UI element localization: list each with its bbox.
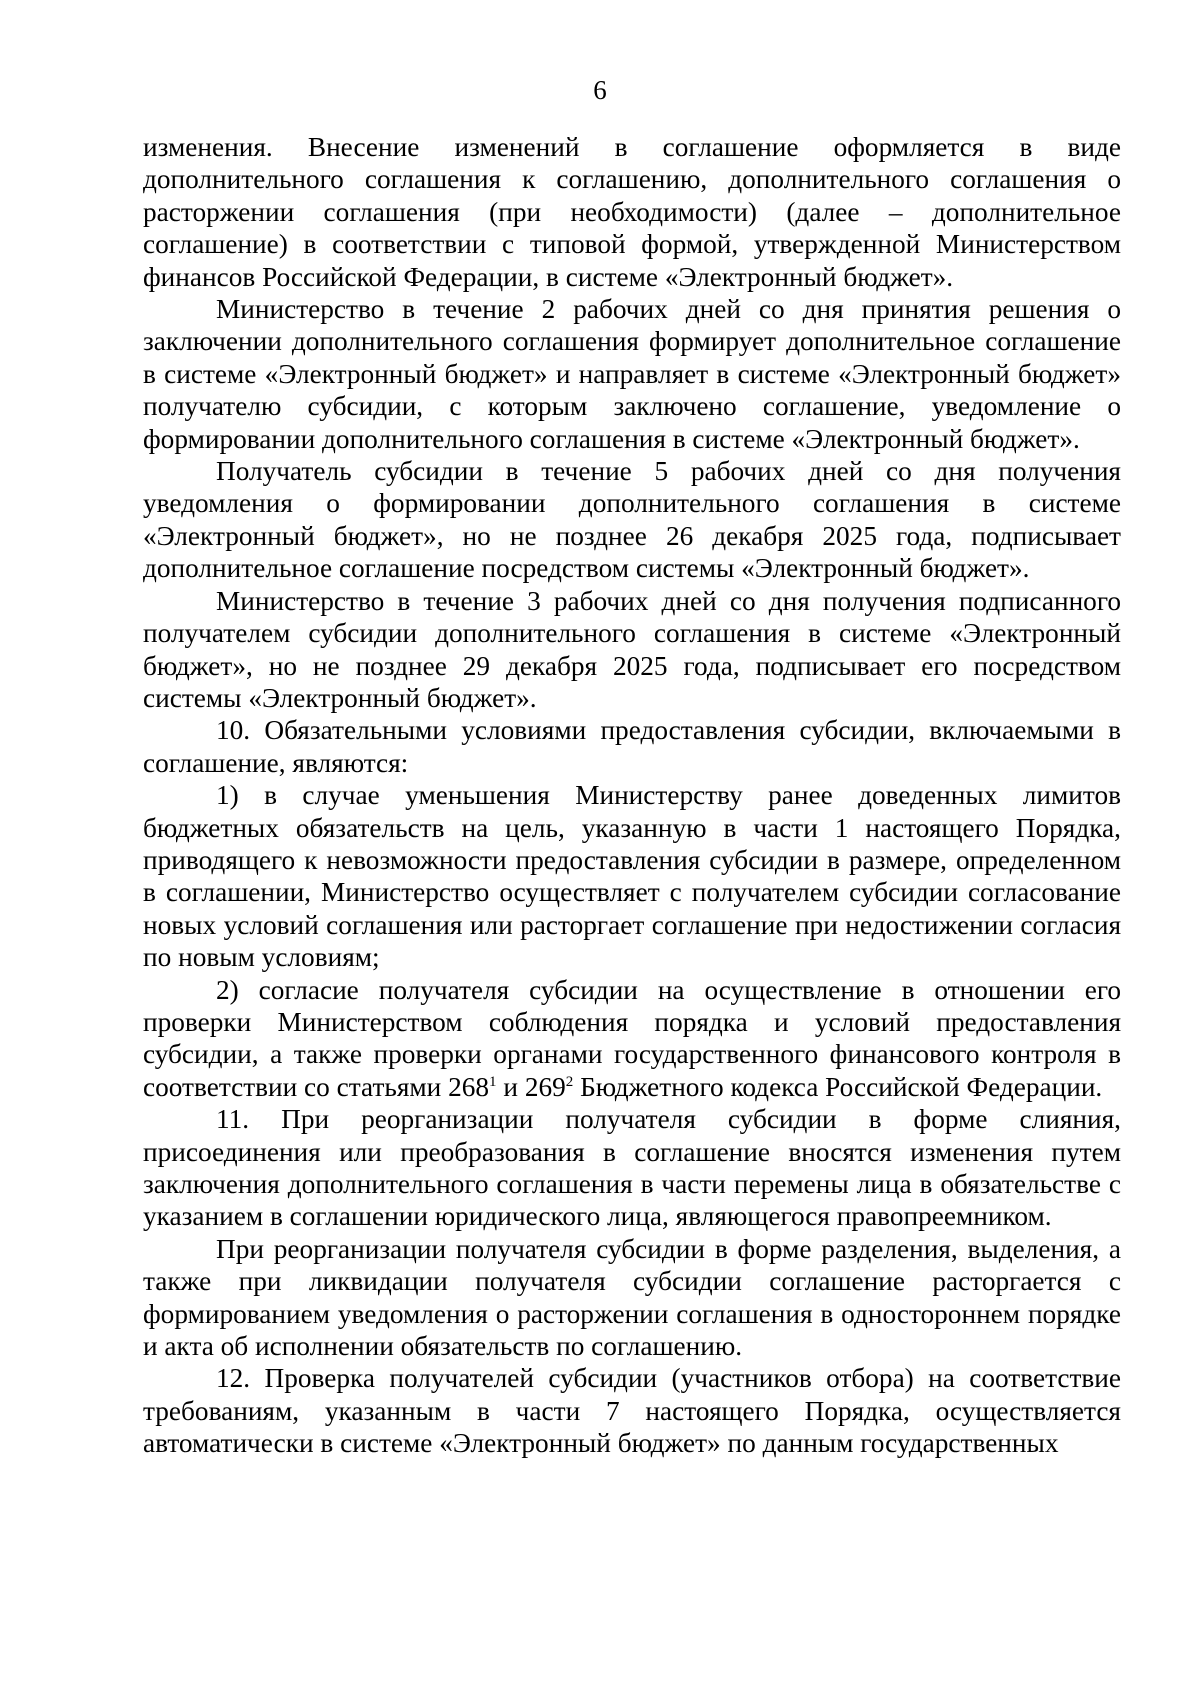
paragraph-continuation-amendments: изменения. Внесение изменений в соглашение оформляется в виде дополнительного соглашения к соглашению, дополнительного соглашения о расторжении соглашения (при необходимости) (далее – дополнительное соглашение) в соответствии с типовой формой, утвержденной Министерством финансов Российской Федерации, в системе «Электронный бюджет». <box>143 132 1121 292</box>
paragraph-clause-10-item-2 <box>143 974 1121 1104</box>
document-body <box>143 131 1121 1460</box>
paragraph-clause-11: 11. При реорганизации получателя субсидии в форме слияния, присоединения или преобразования в соглашение вносятся изменения путем заключения дополнительного соглашения в части перемены лица в обязательстве с указанием в соглашении юридического лица, являющегося правопреемником. <box>143 1104 1121 1232</box>
article-268: 268 <box>448 1071 490 1102</box>
paragraph-clause-10-item-1: 1) в случае уменьшения Министерству ранее доведенных лимитов бюджетных обязательств на цель, указанную в части 1 настоящего Порядка, приводящего к невозможности предоставления субсидии в размере, определенном в соглашении, Министерство осуществляет с получателем субсидии согласование новых условий соглашения или расторгает соглашение при недостижении согласия по новым условиям; <box>143 780 1121 973</box>
article-268-superscript: 1 <box>489 1073 497 1090</box>
paragraph-recipient-signs: Получатель субсидии в течение 5 рабочих дней со дня получения уведомления о формировании дополнительного соглашения в системе «Электронный бюджет», но не позднее 26 декабря 2025 года, подписывает дополнительное соглашение посредством системы «Электронный бюджет». <box>143 456 1121 584</box>
item-2-text: 2) согласие получателя субсидии на осуществление в отношении его проверки Министерством соблюдения порядка и условий предоставления субсидии, а также проверки органами государственного финансового контроля в соответствии со статьями <box>143 974 1121 1102</box>
item-2-conjunction: и <box>496 1071 525 1102</box>
paragraph-clause-11-division: При реорганизации получателя субсидии в форме разделения, выделения, а также при ликвидации получателя субсидии соглашение расторгается с формированием уведомления о расторжении соглашения в одностороннем порядке и акта об исполнении обязательств по соглашению. <box>143 1233 1121 1362</box>
paragraph-ministry-forms-additional-agreement: Министерство в течение 2 рабочих дней со дня принятия решения о заключении дополнительного соглашения формирует дополнительное соглашение в системе «Электронный бюджет» и направляет в системе «Электронный бюджет» получателю субсидии, с которым заключено соглашение, уведомление о формировании дополнительного соглашения в системе «Электронный бюджет». <box>143 294 1121 454</box>
article-269: 269 <box>524 1071 566 1102</box>
page-number: 6 <box>593 75 607 105</box>
paragraph-clause-12: 12. Проверка получателей субсидии (участников отбора) на соответствие требованиям, указанным в части 7 настоящего Порядка, осуществляется автоматически в системе «Электронный бюджет» по данным государственных <box>143 1363 1121 1459</box>
article-269-superscript: 2 <box>565 1073 574 1090</box>
paragraph-clause-10: 10. Обязательными условиями предоставления субсидии, включаемыми в соглашение, являются: <box>143 715 1121 778</box>
paragraph-ministry-signs: Министерство в течение 3 рабочих дней со дня получения подписанного получателем субсидии дополнительного соглашения в системе «Электронный бюджет», но не позднее 29 декабря 2025 года, подписывает его посредством системы «Электронный бюджет». <box>143 585 1121 713</box>
item-2-tail: Бюджетного кодекса Российской Федерации. <box>573 1071 1103 1102</box>
